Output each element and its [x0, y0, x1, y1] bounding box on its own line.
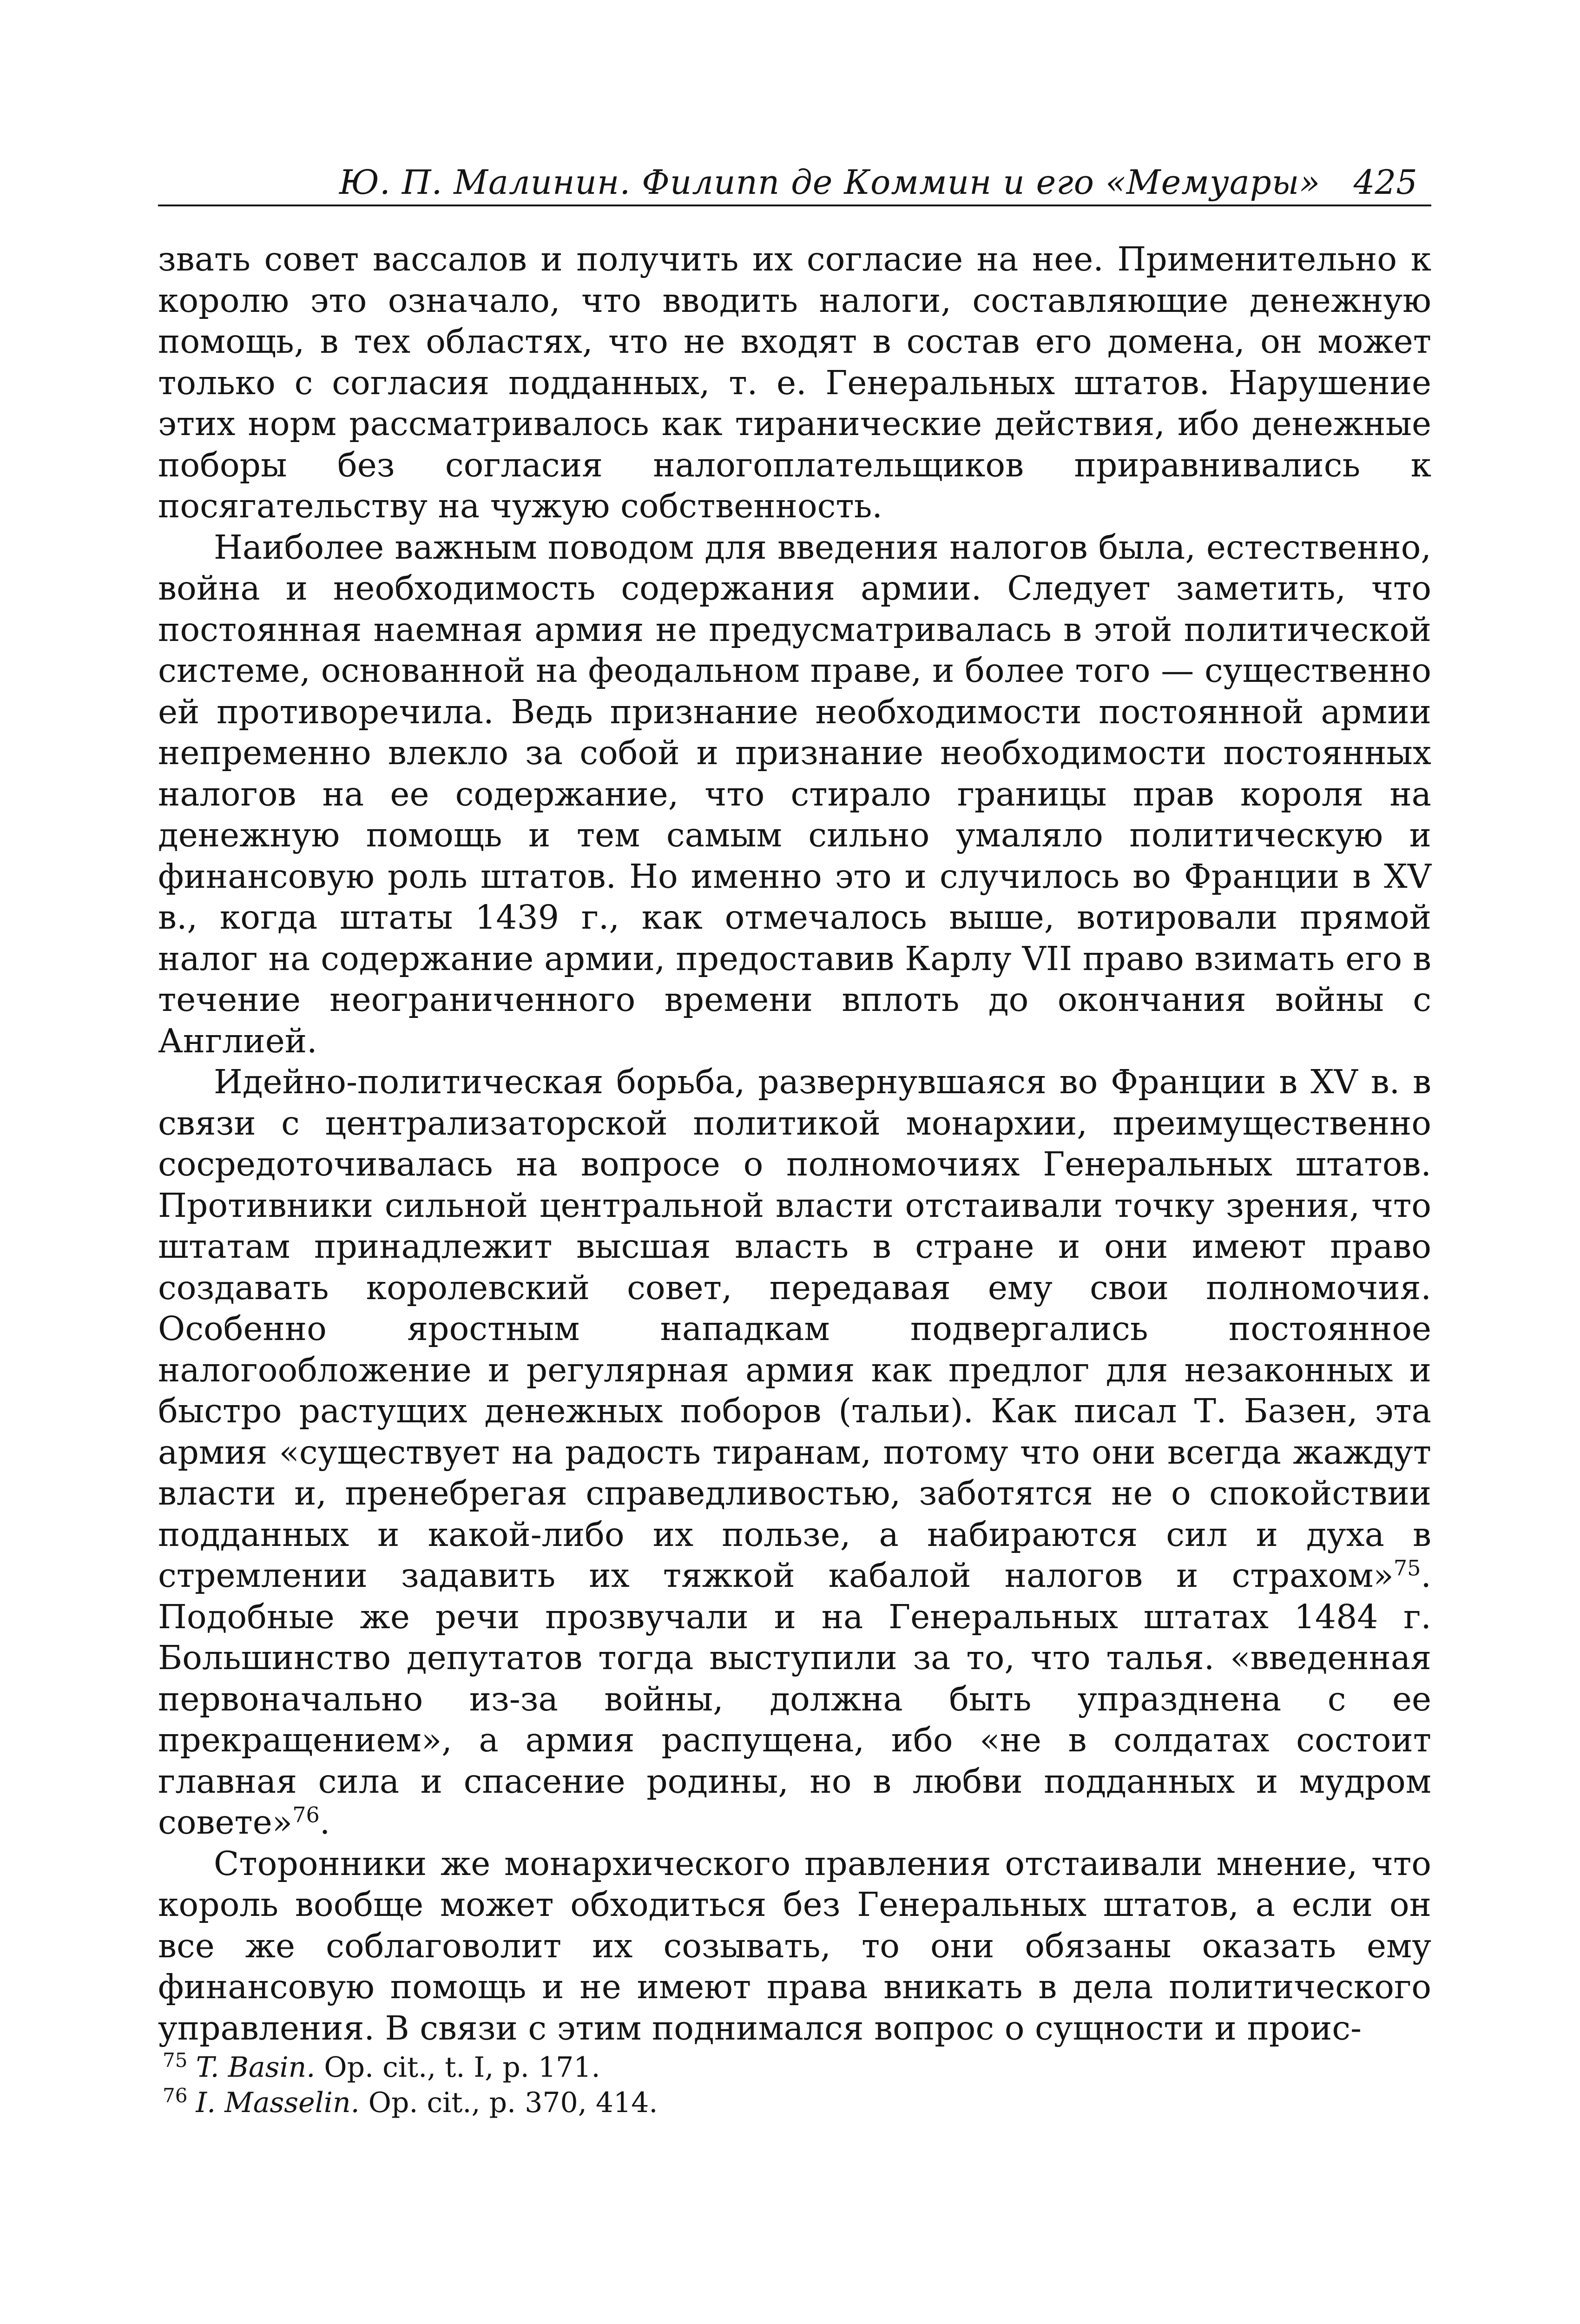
paragraph-3-part-2: . Подобные же речи прозвучали и на Генеральных штатах 1484 г. Большинство депутатов тогда выступили за то, что талья. «введенная первоначально из-за войны, должна быть упразднена с ее прекращением», а армия распущена, ибо «не в солдатах состоит главная сила и спасение родины, но в любви подданных и мудром совете»: [158, 1556, 1431, 1842]
paragraph-3-part-3: .: [319, 1803, 330, 1842]
paragraph-4: Сторонники же монархического правления отстаивали мнение, что король вообще может обходиться без Генеральных штатов, а если он все же соблаговолит их созывать, то они обязаны оказать ему финансовую помощь и не имеют права вникать в дела политического управления. В связи с этим поднимался вопрос о сущности и проис-: [158, 1844, 1431, 2047]
footnote-76: [158, 2085, 1431, 2120]
footnote-text: Op. cit., t. I, p. 171.: [315, 2051, 600, 2084]
footnote-text: Op. cit., p. 370, 414.: [359, 2086, 658, 2119]
running-title: Ю. П. Малинин. Филипп де Коммин и его «Мемуары»: [339, 163, 1321, 202]
footnotes: [158, 2050, 1431, 2120]
footnote-number: 76: [163, 2084, 188, 2107]
page-number: 425: [1353, 163, 1417, 202]
footnote-ref-75: 75: [1393, 1555, 1421, 1581]
body-text: [158, 239, 1431, 2049]
paragraph-2: Наиболее важным поводом для введения налогов была, естественно, война и необходимость содержания армии. Следует заметить, что постоянная наемная армия не предусматривалась в этой политической системе, основанной на феодальном праве, и более того — существенно ей противоречила. Ведь признание необходимости постоянной армии непременно влекло за собой и признание необходимости постоянных налогов на ее содержание, что стирало границы прав короля на денежную помощь и тем самым сильно умаляло политическую и финансовую роль штатов. Но именно это и случилось во Франции в XV в., когда штаты 1439 г., как отмечалось выше, вотировали прямой налог на содержание армии, предоставив Карлу VII право взимать его в течение неограниченного времени вплоть до окончания войны с Англией.: [158, 528, 1431, 1060]
paragraph-3: [158, 1062, 1431, 1843]
page: [158, 153, 1431, 2119]
footnote-ref-76: 76: [292, 1802, 320, 1828]
paragraph-1: звать совет вассалов и получить их согласие на нее. Применительно к королю это означало, что вводить налоги, составляющие денежную помощь, в тех областях, что не входят в состав его домена, он может только с согласия подданных, т. е. Генеральных штатов. Нарушение этих норм рассматривалось как тиранические действия, ибо денежные поборы без согласия налогоплательщиков приравнивались к посягательству на чужую собственность.: [158, 240, 1431, 525]
footnote-author: I. Masselin.: [196, 2086, 360, 2119]
paragraph-3-part-1: Идейно-политическая борьба, развернувшаяся во Франции в XV в. в связи с централизаторской политикой монархии, преимущественно сосредоточивалась на вопросе о полномочиях Генеральных штатов. Противники сильной центральной власти отстаивали точку зрения, что штатам принадлежит высшая власть в стране и они имеют право создавать королевский совет, передавая ему свои полномочия. Особенно яростным нападкам подвергались постоянное налогообложение и регулярная армия как предлог для незаконных и быстро растущих денежных поборов (тальи). Как писал Т. Базен, эта армия «существует на радость тиранам, потому что они всегда жаждут власти и, пренебрегая справедливостью, заботятся не о спокойствии подданных и какой-либо их пользе, а набираются сил и духа в стремлении задавить их тяжкой кабалой налогов и страхом»: [158, 1063, 1431, 1595]
footnote-75: [158, 2050, 1431, 2085]
footnote-number: 75: [163, 2049, 188, 2072]
footnote-author: T. Basin.: [196, 2051, 316, 2084]
running-header: [158, 153, 1431, 206]
